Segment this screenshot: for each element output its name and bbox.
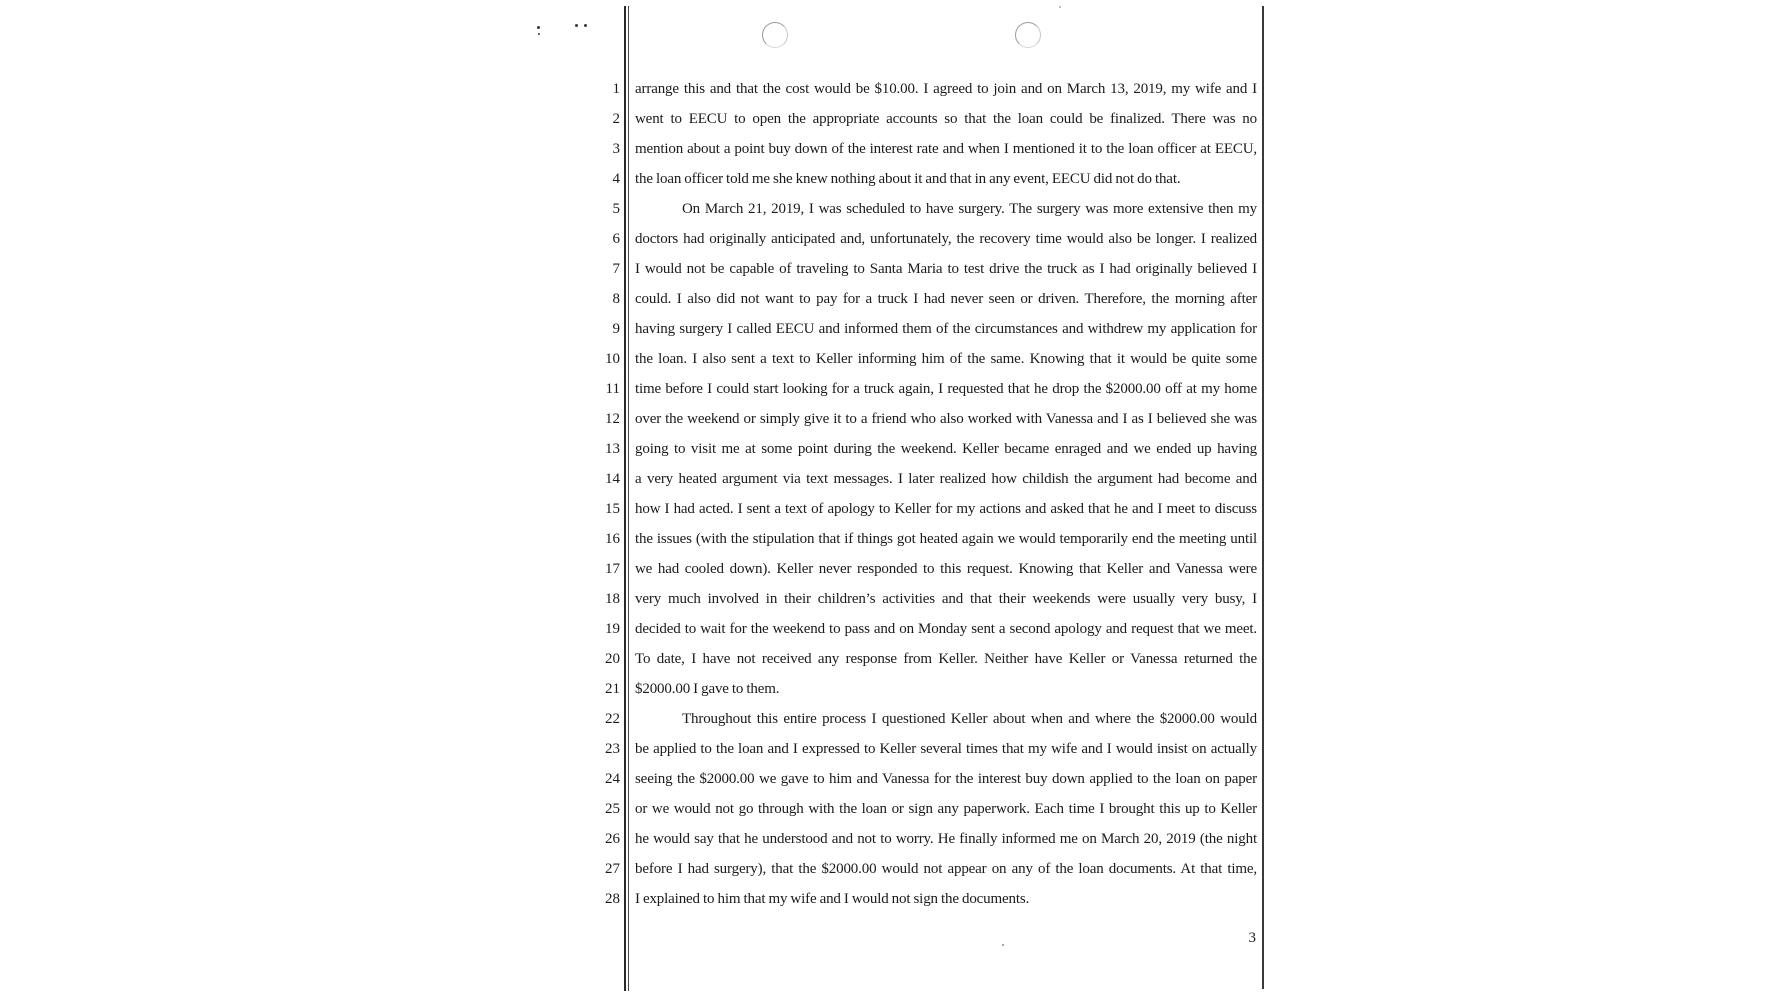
line-number: 24 [605, 771, 620, 787]
line-number: 21 [605, 681, 620, 697]
pleading-line [0, 734, 1778, 764]
scan-speck [575, 24, 578, 27]
line-text: $2000.00 I gave to them. [635, 681, 780, 697]
pleading-line [0, 224, 1778, 254]
line-number: 10 [605, 351, 620, 367]
pleading-line [0, 404, 1778, 434]
line-number: 2 [612, 111, 620, 127]
line-number: 1 [612, 81, 620, 97]
scan-speck [1002, 944, 1004, 946]
line-text: went to EECU to open the appropriate accounts so that the loan could be finalized. There was no [635, 111, 1257, 127]
pleading-line [0, 464, 1778, 494]
pleading-line [0, 764, 1778, 794]
line-text: he would say that he understood and not to worry. He finally informed me on March 20, 2019 (the night [635, 831, 1257, 847]
pleading-line [0, 284, 1778, 314]
line-text: having surgery I called EECU and informed them of the circumstances and withdrew my application for [635, 321, 1257, 337]
pleading-line [0, 824, 1778, 854]
pleading-line [0, 494, 1778, 524]
line-number: 26 [605, 831, 620, 847]
line-text: the issues (with the stipulation that if things got heated again we would temporarily end the meeting until [635, 531, 1257, 547]
line-text: how I had acted. I sent a text of apology to Keller for my actions and asked that he and I meet to discuss [635, 501, 1257, 517]
line-number: 28 [605, 891, 620, 907]
line-number: 11 [605, 381, 620, 397]
punch-hole-right [1015, 22, 1041, 48]
line-text: time before I could start looking for a truck again, I requested that he drop the $2000.00 off at my home [635, 381, 1257, 397]
scan-speck [537, 26, 540, 29]
line-number: 5 [612, 201, 620, 217]
line-number: 9 [612, 321, 620, 337]
line-text: I explained to him that my wife and I would not sign the documents. [635, 891, 1030, 907]
pleading-line [0, 884, 1778, 914]
page-number: 3 [1248, 930, 1256, 946]
line-number: 7 [612, 261, 620, 277]
line-text: a very heated argument via text messages. I later realized how childish the argument had become and [635, 471, 1257, 487]
line-number: 23 [605, 741, 620, 757]
line-text: over the weekend or simply give it to a friend who also worked with Vanessa and I as I believed she was [635, 411, 1257, 427]
line-number: 13 [605, 441, 620, 457]
line-text: could. I also did not want to pay for a truck I had never seen or driven. Therefore, the morning after [635, 291, 1257, 307]
line-number: 14 [605, 471, 620, 487]
scan-speck [1059, 6, 1061, 8]
line-text: To date, I have not received any response from Keller. Neither have Keller or Vanessa returned the [635, 651, 1257, 667]
line-text: very much involved in their children’s activities and that their weekends were usually very busy, I [635, 591, 1257, 607]
pleading-line [0, 794, 1778, 824]
pleading-line [0, 674, 1778, 704]
line-number: 12 [605, 411, 620, 427]
line-number: 15 [605, 501, 620, 517]
line-text: I would not be capable of traveling to Santa Maria to test drive the truck as I had originally believed I [635, 261, 1257, 277]
pleading-line [0, 614, 1778, 644]
line-text: or we would not go through with the loan or sign any paperwork. Each time I brought this up to Keller [635, 801, 1257, 817]
line-text: seeing the $2000.00 we gave to him and Vanessa for the interest buy down applied to the loan on paper [635, 771, 1257, 787]
pleading-line [0, 644, 1778, 674]
pleading-line [0, 584, 1778, 614]
scan-speck [538, 33, 540, 35]
pleading-line [0, 254, 1778, 284]
pleading-line [0, 854, 1778, 884]
pleading-line [0, 194, 1778, 224]
line-text: be applied to the loan and I expressed to Keller several times that my wife and I would insist on actually [635, 741, 1257, 757]
pleading-line [0, 134, 1778, 164]
line-number: 18 [605, 591, 620, 607]
pleading-line [0, 74, 1778, 104]
line-text: mention about a point buy down of the interest rate and when I mentioned it to the loan officer at EECU, [635, 141, 1257, 157]
line-text: the loan. I also sent a text to Keller informing him of the same. Knowing that it would be quite some [635, 351, 1257, 367]
line-number: 22 [605, 711, 620, 727]
pleading-line [0, 314, 1778, 344]
pleading-line [0, 554, 1778, 584]
pleading-line [0, 164, 1778, 194]
line-number: 16 [605, 531, 620, 547]
pleading-line [0, 524, 1778, 554]
line-text: before I had surgery), that the $2000.00 would not appear on any of the loan documents. At that time, [635, 861, 1257, 877]
line-number: 17 [605, 561, 620, 577]
line-number: 6 [612, 231, 620, 247]
line-text: Throughout this entire process I questioned Keller about when and where the $2000.00 would [682, 711, 1257, 727]
line-text: going to visit me at some point during the weekend. Keller became enraged and we ended up having [635, 441, 1257, 457]
line-text: doctors had originally anticipated and, unfortunately, the recovery time would also be longer. I realized [635, 231, 1257, 247]
line-text: the loan officer told me she knew nothing about it and that in any event, EECU did not do that. [635, 171, 1181, 187]
line-number: 25 [605, 801, 620, 817]
line-number: 27 [605, 861, 620, 877]
line-text: arrange this and that the cost would be $10.00. I agreed to join and on March 13, 2019, my wife and I [635, 81, 1257, 97]
line-number: 4 [612, 171, 620, 187]
line-number: 19 [605, 621, 620, 637]
line-number: 3 [612, 141, 620, 157]
scan-speck [584, 24, 587, 27]
line-text: we had cooled down). Keller never responded to this request. Knowing that Keller and Vanessa were [635, 561, 1257, 577]
pleading-line [0, 704, 1778, 734]
pleading-line [0, 434, 1778, 464]
punch-hole-left [762, 22, 788, 48]
pleading-line [0, 344, 1778, 374]
line-text: decided to wait for the weekend to pass and on Monday sent a second apology and request that we meet. [635, 621, 1257, 637]
line-text: On March 21, 2019, I was scheduled to have surgery. The surgery was more extensive then my [682, 201, 1257, 217]
pleading-line [0, 374, 1778, 404]
line-number: 8 [612, 291, 620, 307]
pleading-line [0, 104, 1778, 134]
line-number: 20 [605, 651, 620, 667]
